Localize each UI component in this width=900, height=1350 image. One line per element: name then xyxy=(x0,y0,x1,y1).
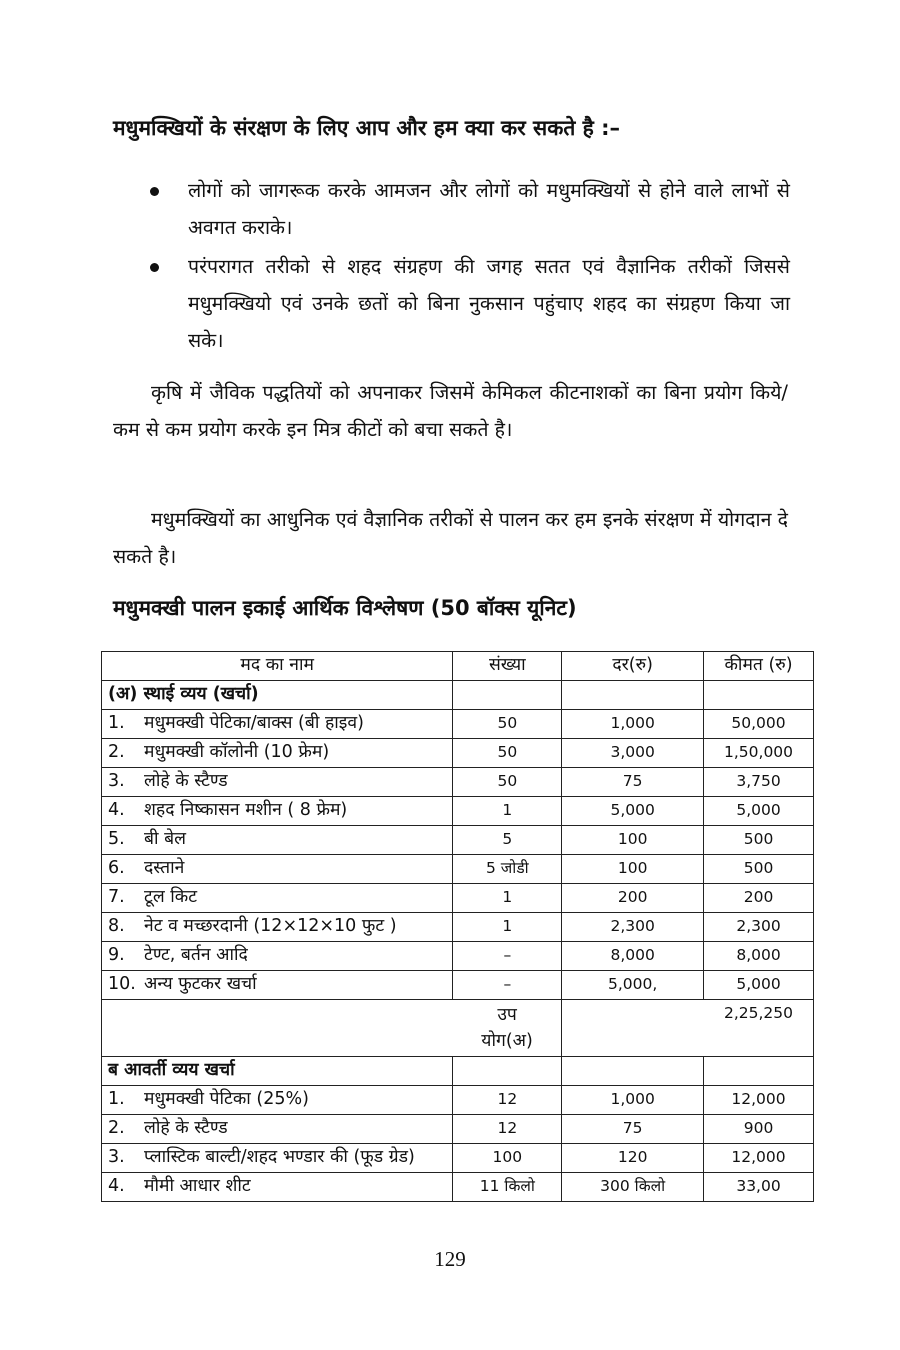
paragraph-modern-beekeeping: मधुमक्खियों का आधुनिक एवं वैज्ञानिक तरीकों से पालन कर हम इनके संरक्षण में योगदान दे सकते है। xyxy=(113,508,788,568)
recurring-cost-rows xyxy=(102,1086,814,1202)
bullet-text: परंपरागत तरीको से शहद संग्रहण की जगह सतत एवं वैज्ञानिक तरीकों जिससे मधुमक्खियो एवं उनके छतों को बिना नुकसान पहुंचाए शहद का संग्रहण किया जा सके। xyxy=(188,255,790,352)
rate-cell: 1,000 xyxy=(562,710,704,739)
rate-cell: 300 किलो xyxy=(562,1173,704,1202)
item-name: मधुमक्खी कॉलोनी (10 फ्रेम) xyxy=(144,742,330,762)
section-row-fixed xyxy=(102,681,814,710)
table-row xyxy=(102,855,814,884)
item-name-cell xyxy=(102,942,453,971)
item-name: मधुमक्खी पेटिका/बाक्स (बी हाइव) xyxy=(144,713,364,733)
quantity-cell: 5 जोडी xyxy=(453,855,562,884)
rate-cell: 120 xyxy=(562,1144,704,1173)
page-number: 129 xyxy=(434,1247,466,1271)
item-name: अन्य फुटकर खर्चा xyxy=(144,974,257,994)
item-name: टेण्ट, बर्तन आदि xyxy=(144,945,248,965)
rate-cell: 200 xyxy=(562,884,704,913)
rate-cell: 100 xyxy=(562,855,704,884)
table-row xyxy=(102,797,814,826)
item-index: 1. xyxy=(108,1089,125,1109)
empty-cell xyxy=(562,1057,704,1086)
cost-cell: 500 xyxy=(704,826,814,855)
table-row xyxy=(102,1086,814,1115)
table-row xyxy=(102,826,814,855)
item-index: 9. xyxy=(108,945,125,965)
quantity-cell: 12 xyxy=(453,1115,562,1144)
section-row-recurring xyxy=(102,1057,814,1086)
bullet-item xyxy=(150,248,790,359)
item-name-cell xyxy=(102,855,453,884)
item-name: प्लास्टिक बाल्टी/शहद भण्डार की (फूड ग्रेड) xyxy=(144,1147,415,1167)
bullet-list xyxy=(150,172,790,361)
item-name: बी बेल xyxy=(144,829,186,849)
table-row xyxy=(102,884,814,913)
rate-cell: 8,000 xyxy=(562,942,704,971)
cost-cell: 12,000 xyxy=(704,1144,814,1173)
item-name-cell xyxy=(102,1173,453,1202)
empty-cell xyxy=(453,1057,562,1086)
bullet-text: लोगों को जागरूक करके आमजन और लोगों को मधुमक्खियों से होने वाले लाभों से अवगत कराके। xyxy=(188,179,790,239)
item-name: शहद निष्कासन मशीन ( 8 फ्रेम) xyxy=(144,800,348,820)
item-name: मधुमक्खी पेटिका (25%) xyxy=(144,1089,309,1109)
empty-cell xyxy=(704,1057,814,1086)
cost-cell: 5,000 xyxy=(704,797,814,826)
item-index: 2. xyxy=(108,742,125,762)
column-header: दर(रु) xyxy=(562,652,704,681)
cost-cell: 2,300 xyxy=(704,913,814,942)
subtotal-label xyxy=(453,1000,562,1057)
quantity-cell: 50 xyxy=(453,739,562,768)
rate-cell: 75 xyxy=(562,768,704,797)
column-header: मद का नाम xyxy=(102,652,453,681)
item-name-cell xyxy=(102,739,453,768)
item-index: 4. xyxy=(108,800,125,820)
table-row xyxy=(102,1173,814,1202)
item-index: 7. xyxy=(108,887,125,907)
bullet-item xyxy=(150,172,790,246)
subtotal-row xyxy=(102,1000,814,1057)
table-row xyxy=(102,942,814,971)
item-name-cell xyxy=(102,1144,453,1173)
item-index: 3. xyxy=(108,771,125,791)
fixed-cost-rows xyxy=(102,710,814,1000)
item-name: दस्ताने xyxy=(144,858,185,878)
empty-cell xyxy=(704,681,814,710)
item-index: 10. xyxy=(108,974,136,994)
item-name-cell xyxy=(102,768,453,797)
subtotal-label-line: योग(अ) xyxy=(481,1031,533,1051)
quantity-cell: 12 xyxy=(453,1086,562,1115)
rate-cell: 3,000 xyxy=(562,739,704,768)
quantity-cell: 1 xyxy=(453,884,562,913)
rate-cell: 75 xyxy=(562,1115,704,1144)
item-name-cell xyxy=(102,913,453,942)
item-name-cell xyxy=(102,710,453,739)
empty-cell xyxy=(453,681,562,710)
quantity-cell: – xyxy=(453,942,562,971)
section-heading-conservation: मधुमक्खियों के संरक्षण के लिए आप और हम क्या कर सकते है :– xyxy=(113,116,620,140)
column-header: संख्या xyxy=(453,652,562,681)
table-row xyxy=(102,710,814,739)
item-name-cell xyxy=(102,1115,453,1144)
item-name: नेट व मच्छरदानी (12×12×10 फुट ) xyxy=(144,916,397,936)
table-row xyxy=(102,971,814,1000)
quantity-cell: 11 किलो xyxy=(453,1173,562,1202)
column-header: कीमत (रु) xyxy=(704,652,814,681)
item-name-cell xyxy=(102,797,453,826)
bullet-dot-icon xyxy=(150,187,159,196)
cost-cell: 8,000 xyxy=(704,942,814,971)
cost-cell: 5,000 xyxy=(704,971,814,1000)
quantity-cell: 1 xyxy=(453,797,562,826)
cost-cell: 3,750 xyxy=(704,768,814,797)
item-name-cell xyxy=(102,971,453,1000)
table-row xyxy=(102,739,814,768)
table-row xyxy=(102,768,814,797)
quantity-cell: 5 xyxy=(453,826,562,855)
item-index: 5. xyxy=(108,829,125,849)
section-heading-economics: मधुमक्खी पालन इकाई आर्थिक विश्लेषण (50 बॉक्स यूनिट) xyxy=(113,596,577,620)
economic-analysis-table xyxy=(101,651,814,1202)
rate-cell: 100 xyxy=(562,826,704,855)
empty-cell xyxy=(102,1000,453,1057)
cost-cell: 900 xyxy=(704,1115,814,1144)
empty-cell xyxy=(562,681,704,710)
rate-cell: 1,000 xyxy=(562,1086,704,1115)
cost-cell: 1,50,000 xyxy=(704,739,814,768)
item-name-cell xyxy=(102,826,453,855)
table-row xyxy=(102,1144,814,1173)
rate-cell: 5,000, xyxy=(562,971,704,1000)
paragraph-organic-farming: कृषि में जैविक पद्धतियों को अपनाकर जिसमें केमिकल कीटनाशकों का बिना प्रयोग किये/कम से कम प्रयोग करके इन मित्र कीटों को बचा सकते है। xyxy=(113,381,788,441)
item-name-cell xyxy=(102,1086,453,1115)
cost-cell: 33,00 xyxy=(704,1173,814,1202)
quantity-cell: 100 xyxy=(453,1144,562,1173)
item-index: 3. xyxy=(108,1147,125,1167)
quantity-cell: 50 xyxy=(453,768,562,797)
bullet-dot-icon xyxy=(150,263,159,272)
cost-cell: 12,000 xyxy=(704,1086,814,1115)
item-name-cell xyxy=(102,884,453,913)
item-index: 2. xyxy=(108,1118,125,1138)
quantity-cell: 50 xyxy=(453,710,562,739)
item-index: 1. xyxy=(108,713,125,733)
subtotal-label-line: उप xyxy=(497,1005,517,1025)
table-row xyxy=(102,1115,814,1144)
section-label: (अ) स्थाई व्यय (खर्चा) xyxy=(102,681,453,710)
rate-cell: 2,300 xyxy=(562,913,704,942)
subtotal-value: 2,25,250 xyxy=(562,1000,814,1057)
item-index: 6. xyxy=(108,858,125,878)
quantity-cell: – xyxy=(453,971,562,1000)
item-index: 4. xyxy=(108,1176,125,1196)
item-name: मौमी आधार शीट xyxy=(144,1176,251,1196)
item-index: 8. xyxy=(108,916,125,936)
rate-cell: 5,000 xyxy=(562,797,704,826)
cost-cell: 500 xyxy=(704,855,814,884)
table-header-row xyxy=(102,652,814,681)
cost-cell: 200 xyxy=(704,884,814,913)
item-name: लोहे के स्टैण्ड xyxy=(144,771,228,791)
item-name: टूल किट xyxy=(144,887,198,907)
table-row xyxy=(102,913,814,942)
item-name: लोहे के स्टैण्ड xyxy=(144,1118,228,1138)
section-label: ब आवर्ती व्यय खर्चा xyxy=(102,1057,453,1086)
cost-cell: 50,000 xyxy=(704,710,814,739)
quantity-cell: 1 xyxy=(453,913,562,942)
